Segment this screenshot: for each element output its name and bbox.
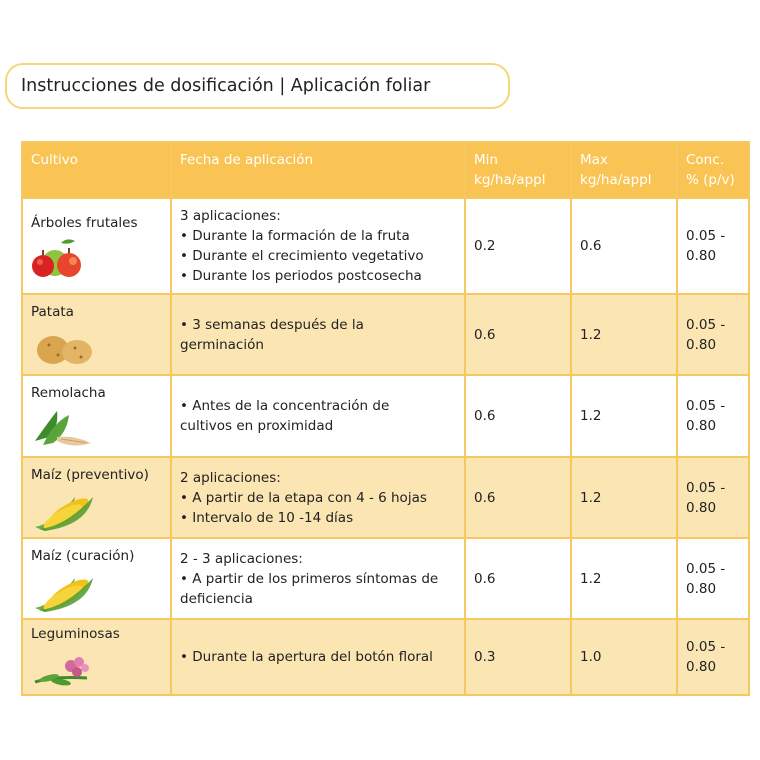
conc-line: 0.80 (686, 336, 717, 353)
dosage-table (21, 141, 750, 696)
crop-name: Remolacha (31, 385, 106, 401)
conc-cell (677, 619, 749, 695)
date-line: • Durante la formación de la fruta (180, 228, 410, 244)
header-min (465, 142, 571, 198)
min-cell: 0.2 (465, 198, 571, 294)
crop-name: Leguminosas (31, 626, 120, 642)
header-conc-unit: % (p/v) (686, 172, 735, 188)
date-line: cultivos en proximidad (180, 418, 334, 434)
crop-cell (22, 457, 171, 538)
date-line: • Durante el crecimiento vegetativo (180, 248, 424, 264)
date-cell (171, 538, 465, 619)
conc-line: 0.80 (686, 248, 717, 264)
table-row (22, 198, 749, 294)
header-conc (677, 142, 749, 198)
date-cell (171, 294, 465, 375)
conc-line: 0.80 (686, 580, 717, 597)
conc-line: 0.80 (686, 499, 717, 516)
date-cell (171, 457, 465, 538)
max-cell: 1.2 (571, 294, 677, 375)
conc-line: 0.05 - (686, 398, 726, 414)
min-cell: 0.3 (465, 619, 571, 695)
header-conc-line: Conc. (686, 152, 724, 168)
page-title-text: Instrucciones de dosificación | Aplicación foliar (21, 76, 431, 96)
header-min-unit: kg/ha/appl (474, 172, 546, 188)
crop-cell (22, 198, 171, 294)
header-min-line: Min (474, 152, 498, 168)
beet-icon (31, 407, 97, 449)
crop-name: Árboles frutales (31, 215, 138, 231)
date-line: • Intervalo de 10 -14 días (180, 509, 354, 526)
corn-icon (31, 489, 97, 531)
date-line: • Antes de la concentración de (180, 398, 390, 414)
date-line: deficiencia (180, 590, 253, 607)
conc-line: 0.05 - (686, 560, 726, 577)
table-row (22, 375, 749, 457)
corn-icon (31, 570, 97, 612)
crop-name: Maíz (preventivo) (31, 466, 149, 483)
crop-name: Maíz (curación) (31, 547, 135, 564)
fruit-apples-icon (31, 237, 97, 279)
conc-line: 0.80 (686, 418, 717, 434)
date-line: • Durante la apertura del botón floral (180, 649, 433, 665)
date-line: germinación (180, 336, 264, 353)
min-cell: 0.6 (465, 538, 571, 619)
conc-cell (677, 198, 749, 294)
header-max-line: Max (580, 152, 608, 168)
max-cell: 1.2 (571, 375, 677, 457)
table-header-row (22, 142, 749, 198)
date-cell (171, 619, 465, 695)
date-line: 2 aplicaciones: (180, 469, 281, 486)
table-row (22, 294, 749, 375)
date-cell (171, 375, 465, 457)
max-cell: 1.2 (571, 538, 677, 619)
conc-cell (677, 538, 749, 619)
crop-cell (22, 294, 171, 375)
date-line: • Durante los periodos postcosecha (180, 268, 422, 284)
conc-cell (677, 375, 749, 457)
min-cell: 0.6 (465, 294, 571, 375)
date-line: 3 aplicaciones: (180, 208, 281, 224)
conc-line: 0.05 - (686, 479, 726, 496)
header-date: Fecha de aplicación (171, 142, 465, 198)
conc-line: 0.05 - (686, 228, 726, 244)
date-line: • A partir de los primeros síntomas de (180, 570, 439, 587)
crop-cell (22, 375, 171, 457)
date-cell (171, 198, 465, 294)
potato-icon (31, 326, 97, 368)
max-cell: 1.2 (571, 457, 677, 538)
page-title (5, 63, 510, 109)
crop-cell (22, 538, 171, 619)
conc-cell (677, 294, 749, 375)
date-line: • 3 semanas después de la (180, 316, 364, 333)
conc-line: 0.05 - (686, 639, 726, 655)
crop-cell (22, 619, 171, 695)
conc-cell (677, 457, 749, 538)
header-crop: Cultivo (22, 142, 171, 198)
conc-line: 0.05 - (686, 316, 726, 333)
max-cell: 0.6 (571, 198, 677, 294)
table-row (22, 538, 749, 619)
header-max (571, 142, 677, 198)
date-line: • A partir de la etapa con 4 - 6 hojas (180, 489, 427, 506)
header-max-unit: kg/ha/appl (580, 172, 652, 188)
max-cell: 1.0 (571, 619, 677, 695)
table-row (22, 457, 749, 538)
min-cell: 0.6 (465, 457, 571, 538)
conc-line: 0.80 (686, 659, 717, 675)
table-row (22, 619, 749, 695)
date-line: 2 - 3 aplicaciones: (180, 550, 303, 567)
min-cell: 0.6 (465, 375, 571, 457)
crop-name: Patata (31, 303, 74, 320)
legume-flowers-icon (31, 648, 97, 690)
